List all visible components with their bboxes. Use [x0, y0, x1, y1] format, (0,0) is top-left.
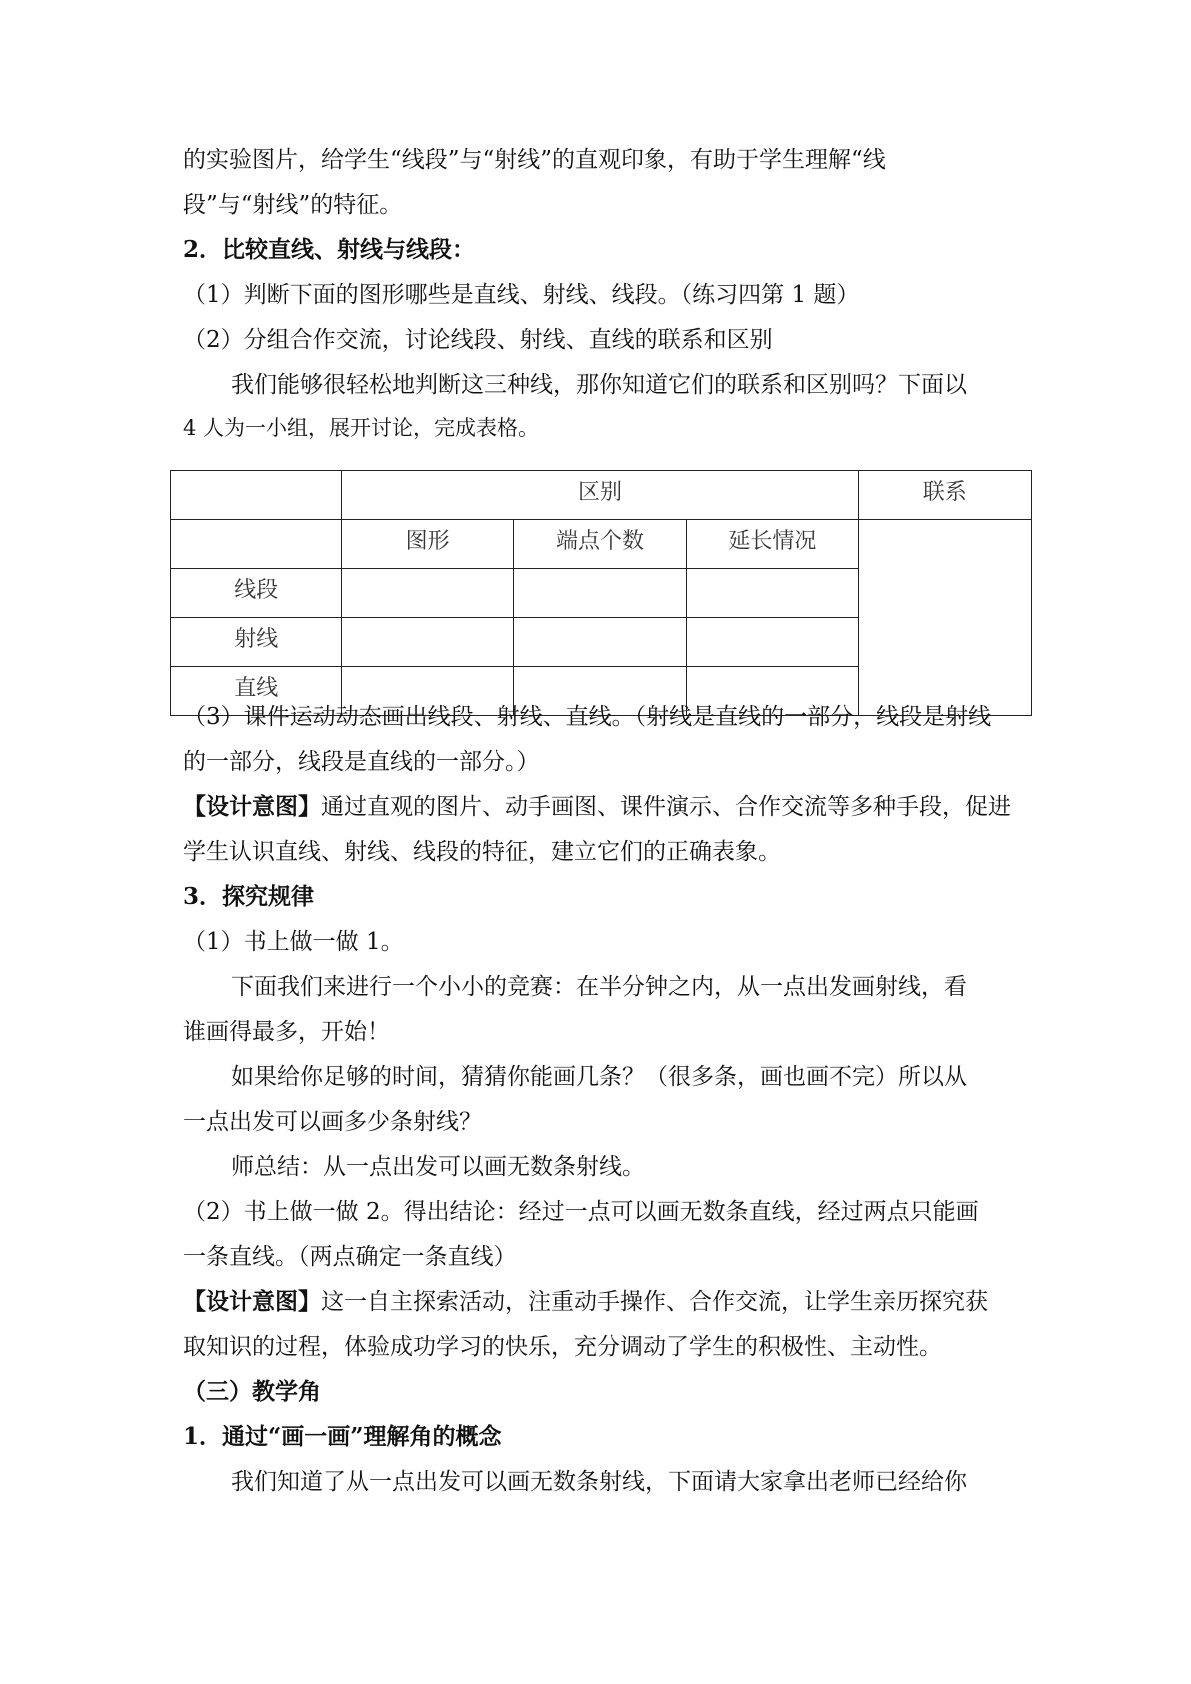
table-row-label-segment: 线段: [171, 569, 342, 618]
table-row-label-ray: 射线: [171, 618, 342, 667]
table-cell-relation: [858, 520, 1031, 716]
section-heading: 2．比较直线、射线与线段：: [183, 236, 476, 263]
table-row-label-line: 直线: [171, 667, 342, 716]
paragraph: 学生认识直线、射线、线段的特征，建立它们的正确表象。: [183, 839, 781, 865]
table-cell-empty: [171, 471, 342, 520]
table-header-difference: 区别: [342, 471, 858, 520]
paragraph: 我们知道了从一点出发可以画无数条射线，下面请大家拿出老师已经给你: [231, 1469, 967, 1495]
table-cell-empty: [171, 520, 342, 569]
design-intent-label: 【设计意图】: [183, 1288, 321, 1315]
paragraph: 谁画得最多，开始！: [183, 1019, 390, 1045]
paragraph: 一点出发可以画多少条射线？: [183, 1109, 482, 1135]
section-heading: （三）教学角: [183, 1378, 321, 1405]
table-cell: [687, 618, 858, 667]
section-heading: 1．通过“画一画”理解角的概念: [183, 1423, 502, 1450]
paragraph: （3）课件运动动态画出线段、射线、直线。（射线是直线的一部分，线段是射线: [183, 704, 992, 730]
table-cell: [513, 569, 686, 618]
table-cell: [342, 618, 513, 667]
design-intent: [183, 1287, 1023, 1317]
table-header-endpoints: 端点个数: [513, 520, 686, 569]
section-heading: 3．探究规律: [183, 883, 315, 910]
comparison-table: [170, 470, 1032, 716]
design-intent-label: 【设计意图】: [183, 793, 321, 820]
design-intent-text: 通过直观的图片、动手画图、课件演示、合作交流等多种手段，促进: [321, 794, 1011, 820]
paragraph: 的实验图片，给学生“线段”与“射线”的直观印象，有助于学生理解“线: [183, 147, 886, 173]
paragraph: 如果给你足够的时间，猜猜你能画几条？（很多条，画也画不完）所以从: [231, 1064, 967, 1090]
table-header-shape: 图形: [342, 520, 513, 569]
paragraph: 取知识的过程，体验成功学习的快乐，充分调动了学生的积极性、主动性。: [183, 1334, 942, 1360]
paragraph: （2）书上做一做 2。得出结论：经过一点可以画无数条直线，经过两点只能画: [183, 1199, 979, 1225]
design-intent-text: 这一自主探索活动，注重动手操作、合作交流，让学生亲历探究获: [321, 1289, 988, 1315]
paragraph: 我们能够很轻松地判断这三种线，那你知道它们的联系和区别吗？下面以: [231, 372, 967, 398]
paragraph: 一条直线。（两点确定一条直线）: [183, 1244, 517, 1270]
table-header-extension: 延长情况: [687, 520, 858, 569]
paragraph: 师总结：从一点出发可以画无数条射线。: [231, 1154, 645, 1180]
table-cell: [342, 569, 513, 618]
paragraph: （1）书上做一做 1。: [183, 929, 404, 955]
design-intent: [183, 792, 1023, 822]
paragraph: （1）判断下面的图形哪些是直线、射线、线段。（练习四第 1 题）: [183, 282, 860, 308]
paragraph: 下面我们来进行一个小小的竞赛：在半分钟之内，从一点出发画射线，看: [231, 974, 967, 1000]
table-cell: [513, 618, 686, 667]
paragraph: 的一部分，线段是直线的一部分。）: [183, 749, 540, 775]
table-header-relation: 联系: [858, 471, 1031, 520]
paragraph: （2）分组合作交流，讨论线段、射线、直线的联系和区别: [183, 327, 773, 353]
paragraph: 4 人为一小组，展开讨论，完成表格。: [183, 416, 540, 440]
paragraph: 段”与“射线”的特征。: [183, 192, 403, 218]
table-cell: [687, 569, 858, 618]
